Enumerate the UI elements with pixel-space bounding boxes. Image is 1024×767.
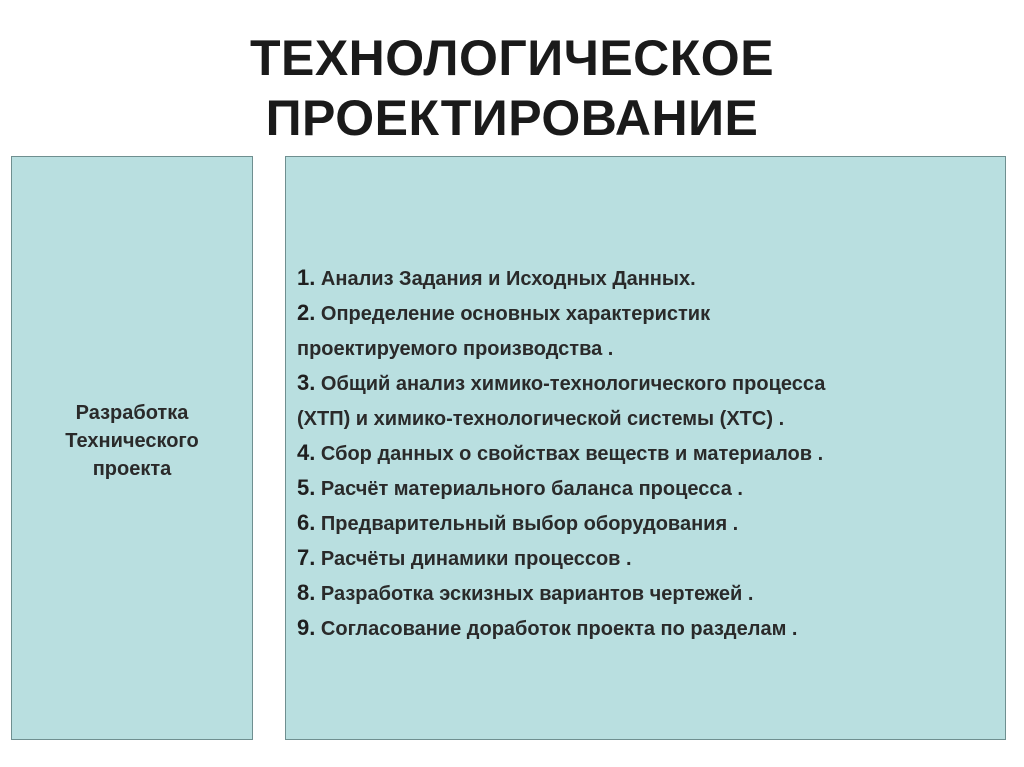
step-number: 3. <box>297 370 316 395</box>
left-panel-line-1: Разработка <box>75 401 189 424</box>
step-item <box>297 611 825 646</box>
step-number: 8. <box>297 580 316 605</box>
right-panel <box>285 156 1006 740</box>
step-item <box>297 331 825 366</box>
step-item <box>297 296 825 331</box>
step-text: Расчёт материального баланса процесса . <box>315 478 743 500</box>
step-item <box>297 506 825 541</box>
step-text: Определение основных характеристик <box>315 303 711 325</box>
step-text: Согласование доработок проекта по разделам . <box>315 618 798 640</box>
step-number: 5. <box>297 475 316 500</box>
step-text: Предварительный выбор оборудования . <box>315 513 739 535</box>
step-item <box>297 401 825 436</box>
step-item <box>297 471 825 506</box>
title-line-2: ПРОЕКТИРОВАНИЕ <box>265 90 759 146</box>
left-panel-label <box>65 399 198 483</box>
step-item <box>297 366 825 401</box>
step-text: (ХТП) и химико-технологической системы (ХТС) . <box>297 408 785 430</box>
step-item <box>297 436 825 471</box>
step-text: Анализ Задания и Исходных Данных. <box>315 268 696 290</box>
step-text: Сбор данных о свойствах веществ и материалов . <box>315 443 824 465</box>
step-number: 9. <box>297 615 316 640</box>
step-text: проектируемого производства . <box>297 338 614 360</box>
step-number: 1. <box>297 265 316 290</box>
step-text: Расчёты динамики процессов . <box>315 548 632 570</box>
step-item <box>297 541 825 576</box>
step-item <box>297 261 825 296</box>
step-number: 6. <box>297 510 316 535</box>
left-panel <box>11 156 253 740</box>
left-panel-line-2: Технического <box>65 429 199 452</box>
title-line-1: ТЕХНОЛОГИЧЕСКОЕ <box>249 30 775 86</box>
step-number: 4. <box>297 440 316 465</box>
steps-list <box>297 261 825 646</box>
step-text: Общий анализ химико-технологического процесса <box>315 373 826 395</box>
step-number: 7. <box>297 545 316 570</box>
slide-title <box>0 28 1024 148</box>
step-text: Разработка эскизных вариантов чертежей . <box>315 583 754 605</box>
left-panel-line-3: проекта <box>92 457 172 480</box>
step-number: 2. <box>297 300 316 325</box>
step-item <box>297 576 825 611</box>
